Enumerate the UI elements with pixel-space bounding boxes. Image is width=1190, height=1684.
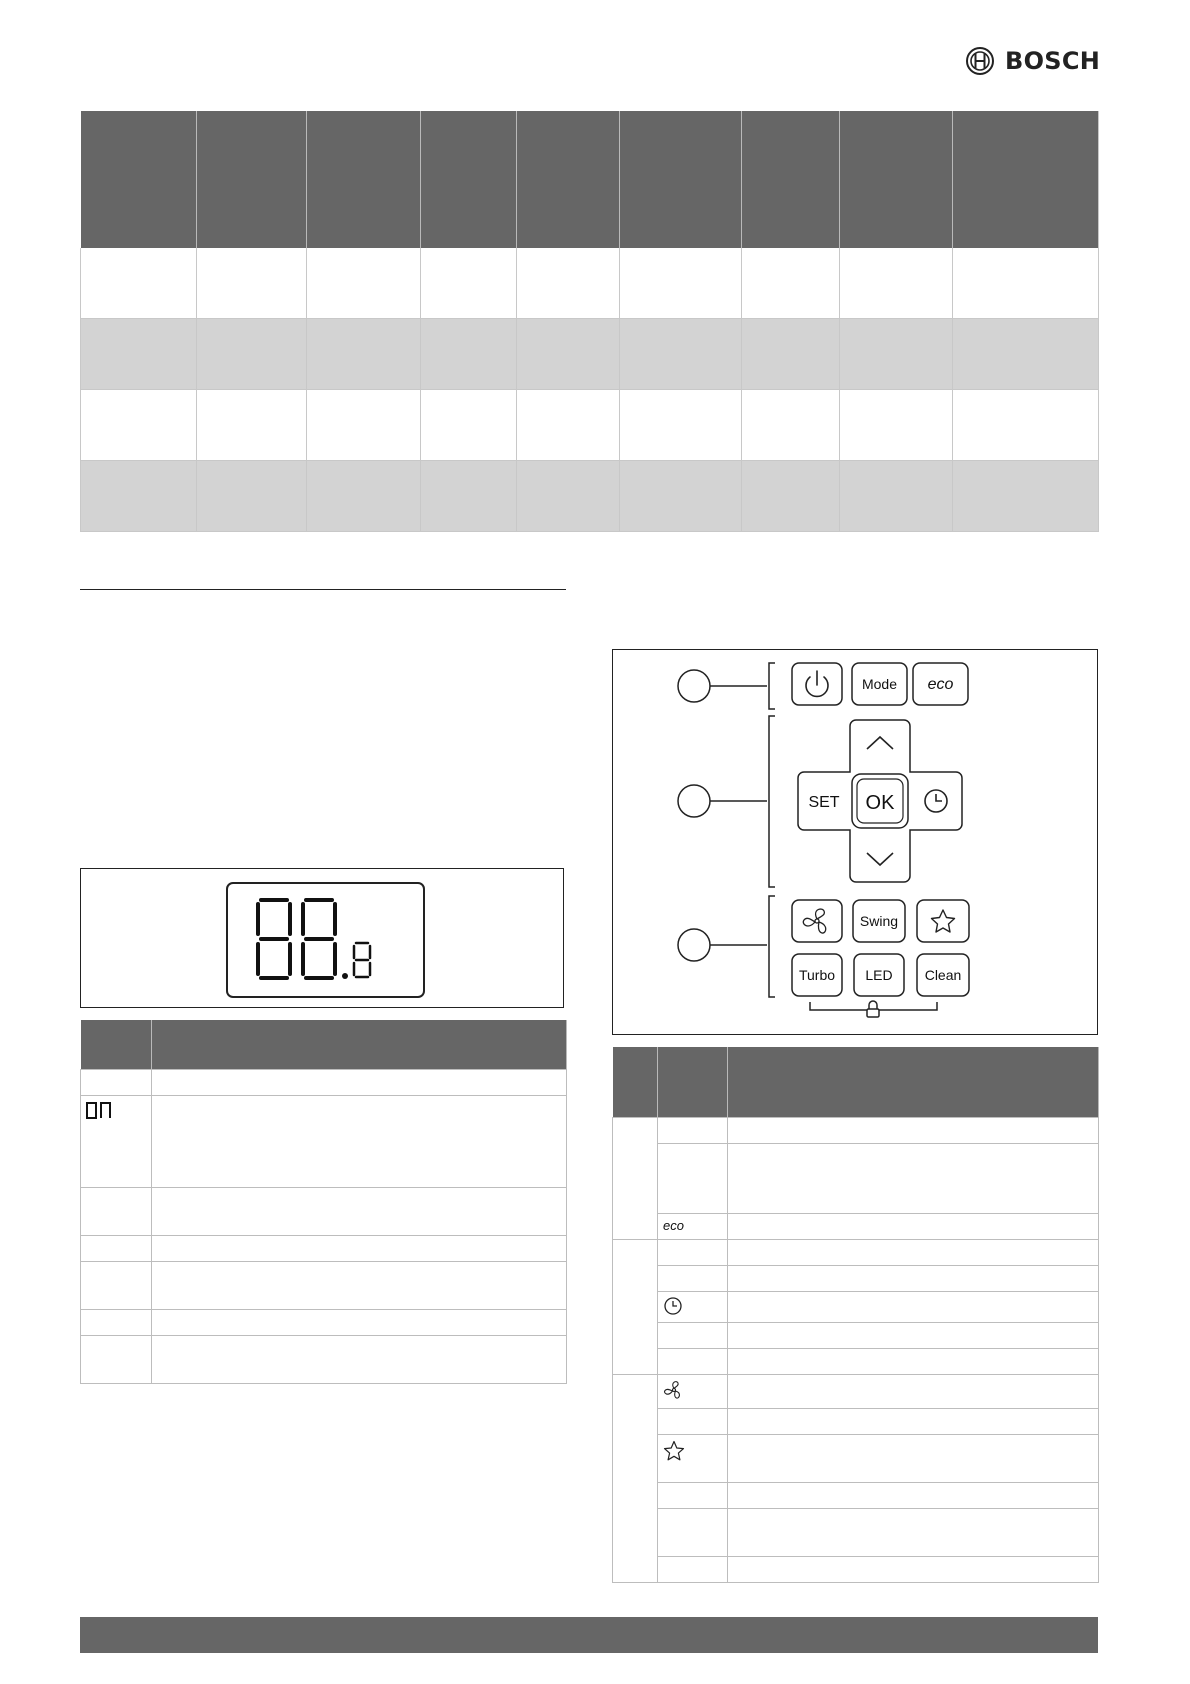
table-row xyxy=(613,1239,1099,1265)
footer-bar xyxy=(80,1617,1098,1653)
table-row xyxy=(613,1408,1099,1434)
table-row xyxy=(613,1556,1099,1582)
spec-table xyxy=(80,111,1099,532)
favorite-button[interactable] xyxy=(917,900,969,942)
table-row xyxy=(81,319,1099,390)
set-button-label: SET xyxy=(807,793,840,811)
brand-logo xyxy=(965,44,1100,78)
callout-3 xyxy=(678,929,710,961)
remote-control-illustration xyxy=(612,649,1098,1035)
down-button[interactable] xyxy=(852,836,908,880)
table-row xyxy=(613,1143,1099,1213)
table-row xyxy=(613,1322,1099,1348)
lcd-display xyxy=(80,868,564,1008)
ok-button-label: OK xyxy=(865,791,894,814)
power-button[interactable] xyxy=(792,663,842,705)
table-header xyxy=(613,1047,1099,1117)
led-button[interactable] xyxy=(854,954,904,996)
turbo-button-label: Turbo xyxy=(798,966,835,983)
set-button[interactable] xyxy=(800,774,848,828)
turbo-button[interactable] xyxy=(792,954,842,996)
star-icon xyxy=(661,1439,687,1465)
table-row xyxy=(613,1508,1099,1556)
table-row xyxy=(81,1309,567,1335)
fan-icon xyxy=(661,1377,687,1403)
eco-button[interactable] xyxy=(913,663,968,705)
table-row xyxy=(81,461,1099,532)
spec-table-header xyxy=(81,111,1099,248)
eco-symbol: eco xyxy=(663,1217,684,1233)
table-row xyxy=(613,1482,1099,1508)
table-row xyxy=(613,1265,1099,1291)
on-symbol-icon xyxy=(85,1100,115,1122)
callout-2 xyxy=(678,785,710,817)
table-row xyxy=(613,1117,1099,1143)
display-illustration xyxy=(80,868,564,1008)
ok-button[interactable] xyxy=(852,774,908,828)
mode-button-label: Mode xyxy=(861,675,897,692)
clean-button-label: Clean xyxy=(924,966,961,983)
table-row xyxy=(81,1261,567,1309)
button-legend-table xyxy=(612,1047,1099,1583)
fan-button[interactable] xyxy=(792,900,842,942)
up-button[interactable] xyxy=(852,722,908,766)
table-row xyxy=(613,1374,1099,1408)
callout-1 xyxy=(678,670,710,702)
table-row xyxy=(81,1069,567,1095)
table-row xyxy=(81,248,1099,319)
table-row xyxy=(613,1434,1099,1482)
clock-icon xyxy=(662,1295,684,1317)
table-row xyxy=(81,1187,567,1235)
brand-name: BOSCH xyxy=(1005,47,1101,75)
table-row xyxy=(81,1095,567,1187)
led-button-label: LED xyxy=(864,966,893,983)
table-row xyxy=(81,1235,567,1261)
table-row xyxy=(613,1348,1099,1374)
swing-button-label: Swing xyxy=(859,912,898,929)
table-row xyxy=(613,1213,1099,1239)
swing-button[interactable] xyxy=(853,900,905,942)
display-legend-table xyxy=(80,1020,567,1384)
mode-button[interactable] xyxy=(852,663,907,705)
lock-icon xyxy=(867,1001,879,1017)
clean-button[interactable] xyxy=(917,954,969,996)
timer-button[interactable] xyxy=(912,774,960,828)
table-row xyxy=(613,1291,1099,1322)
table-header xyxy=(81,1020,567,1069)
eco-button-label: eco xyxy=(927,675,953,693)
bosch-armature-icon xyxy=(965,46,995,76)
section-divider xyxy=(80,589,566,590)
table-row xyxy=(81,390,1099,461)
table-row xyxy=(81,1335,567,1383)
